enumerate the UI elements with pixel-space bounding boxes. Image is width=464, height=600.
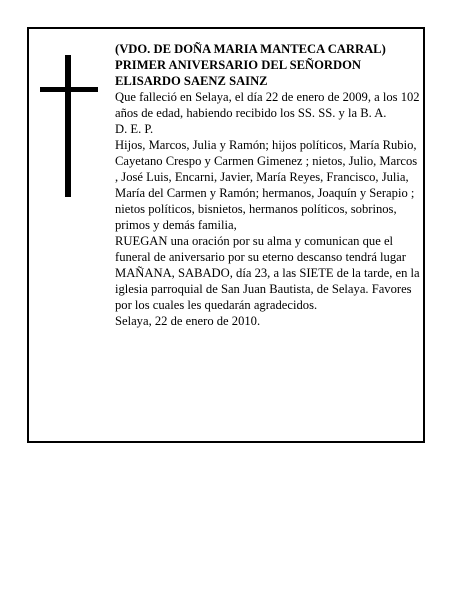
notice-heading-widow: (VDO. DE DOÑA MARIA MANTECA CARRAL): [115, 42, 386, 56]
request-paragraph: RUEGAN una oración por su alma y comunican que el funeral de aniversario por su eterno descanso tendrá lugar MAÑANA, SABADO, día 23, a las SIETE de la tarde, en la iglesia parroquial de San Juan Bautista, de Selaya. Favores por los cuales les quedarán agradecidos.: [115, 234, 420, 312]
date-line: Selaya, 22 de enero de 2010.: [115, 314, 261, 328]
family-paragraph: Hijos, Marcos, Julia y Ramón; hijos políticos, María Rubio, Cayetano Crespo y Carmen Gimenez ; nietos, Julio, Marcos , José Luis, Encarni, Javier, María Reyes, Francisco, Julia, María del Carmen y Ramón; hermanos, Joaquín y Serapio ; nietos políticos, bisnietos, hermanos políticos, sobrinos, primos y demás familia,: [115, 138, 418, 232]
death-paragraph: Que falleció en Selaya, el día 22 de enero de 2009, a los 102 años de edad, habiendo recibido los SS. SS. y la B. A.: [115, 90, 420, 120]
notice-heading-anniversary: PRIMER ANIVERSARIO DEL SEÑORDON: [115, 58, 361, 72]
notice-text: [115, 41, 421, 329]
cross-icon: [40, 55, 98, 197]
cross-horizontal-bar: [40, 87, 98, 92]
cross-vertical-bar: [65, 55, 71, 197]
dep-line: D. E. P.: [115, 122, 154, 136]
notice-heading-name: ELISARDO SAENZ SAINZ: [115, 74, 268, 88]
obituary-notice: [27, 27, 425, 443]
